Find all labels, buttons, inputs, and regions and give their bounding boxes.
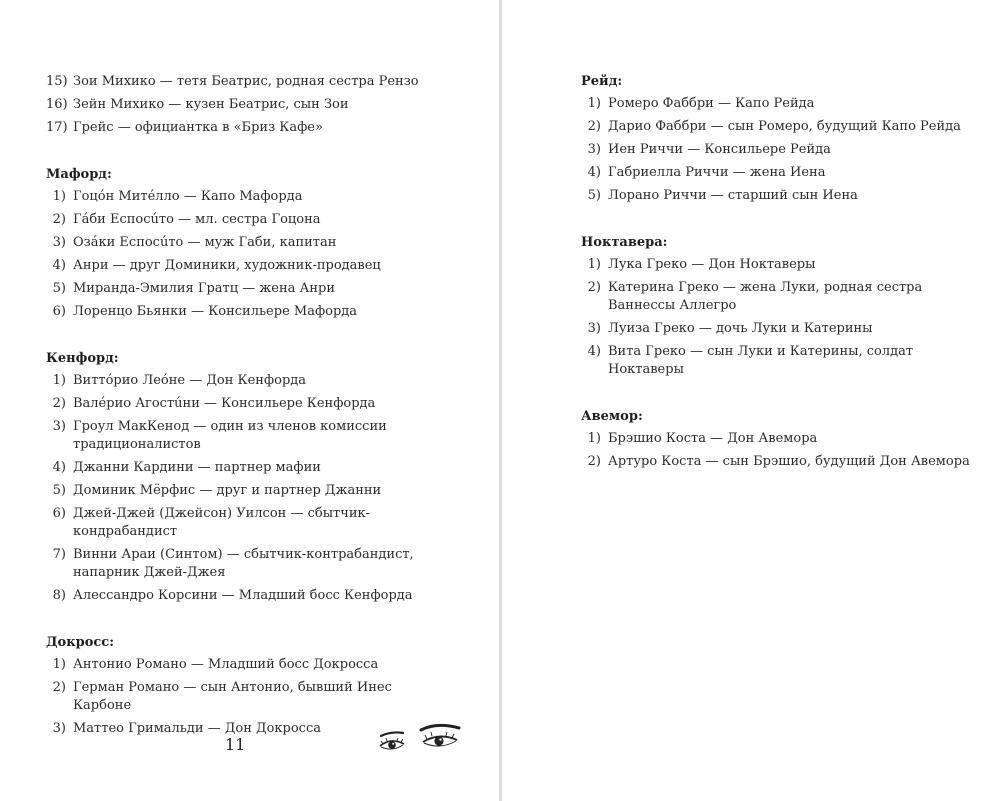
list-item: 4) Анри — друг Доминики, художник-продавец <box>52 258 381 273</box>
list-item: 15) Зои Михико — тетя Беатрис, родная сестра Рензо <box>46 74 419 89</box>
list-item: 1) Антонио Романо — Младший босс Докросса <box>52 657 379 672</box>
page-number: 11 <box>225 735 246 754</box>
list-item: 1) Виттóрио Леóне — Дон Кенфорда <box>52 373 307 388</box>
list-item: 6) Джей-Джей (Джейсон) Уилсон — сбытчик-кондрабандист <box>52 506 371 539</box>
list-item: 5) Миранда-Эмилия Гратц — жена Анри <box>52 281 336 296</box>
list-item: 4) Габриелла Риччи — жена Иена <box>587 165 826 180</box>
section-title-reid: Рейд: <box>581 74 623 89</box>
list-item: 1) Лука Греко — Дон Ноктаверы <box>587 257 816 272</box>
list-item: 17) Грейс — официантка в «Бриз Кафе» <box>46 120 323 135</box>
list-item: 3) Маттео Гримальди — Дон Докросса <box>52 721 321 736</box>
list-item: 1) Ромеро Фаббри — Капо Рейда <box>587 96 815 111</box>
list-item: 4) Джанни Кардини — партнер мафии <box>52 460 321 475</box>
section-title-maford: Мафорд: <box>46 167 112 182</box>
list-item: 3) Гроул МакКенод — один из членов комиссии традиционалистов <box>52 419 387 452</box>
list-item: 2) Герман Романо — сын Антонио, бывший Инес Карбоне <box>52 680 392 713</box>
list-item: 2) Дарио Фаббри — сын Ромеро, будущий Капо Рейда <box>587 119 961 134</box>
list-item: 5) Лорано Риччи — старший сын Иена <box>587 188 858 203</box>
eyes-icon <box>377 720 461 760</box>
section-title-dokross: Докросс: <box>46 635 115 650</box>
right-page <box>502 0 1000 801</box>
list-item: 1) Гоцóн Митéлло — Капо Мафорда <box>52 189 303 204</box>
list-item: 7) Винни Араи (Синтом) — сбытчик-контрабандист, напарник Джей-Джея <box>52 547 414 580</box>
list-item: 1) Брэшио Коста — Дон Авемора <box>587 431 818 446</box>
left-column <box>46 71 431 741</box>
list-item: 2) Валéрио Агостúни — Консильере Кенфорда <box>52 396 376 411</box>
list-item: 8) Алессандро Корсини — Младший босс Кенфорда <box>52 588 413 603</box>
section-title-avemor: Авемор: <box>581 409 643 424</box>
list-item: 3) Луиза Греко — дочь Луки и Катерины <box>587 321 873 336</box>
list-item: 5) Доминик Мёрфис — друг и партнер Джанни <box>52 483 382 498</box>
right-column <box>581 71 981 474</box>
list-item: 2) Артуро Коста — сын Брэшио, будущий Дон Авемора <box>587 454 970 469</box>
section-title-noktavera: Ноктавера: <box>581 235 668 250</box>
list-item: 3) Иен Риччи — Консильере Рейда <box>587 142 831 157</box>
list-item: 3) Озáки Еспосúто — муж Габи, капитан <box>52 235 337 250</box>
left-page <box>0 0 499 801</box>
list-item: 2) Гáби Еспосúто — мл. сестра Гоцона <box>52 212 321 227</box>
list-item: 16) Зейн Михико — кузен Беатрис, сын Зои <box>46 97 349 112</box>
section-title-kenford: Кенфорд: <box>46 351 119 366</box>
list-item: 2) Катерина Греко — жена Луки, родная сестра Ваннессы Аллегро <box>587 280 923 313</box>
list-item: 6) Лоренцо Бьянки — Консильере Мафорда <box>52 304 358 319</box>
list-item: 4) Вита Греко — сын Луки и Катерины, солдат Ноктаверы <box>587 344 914 377</box>
